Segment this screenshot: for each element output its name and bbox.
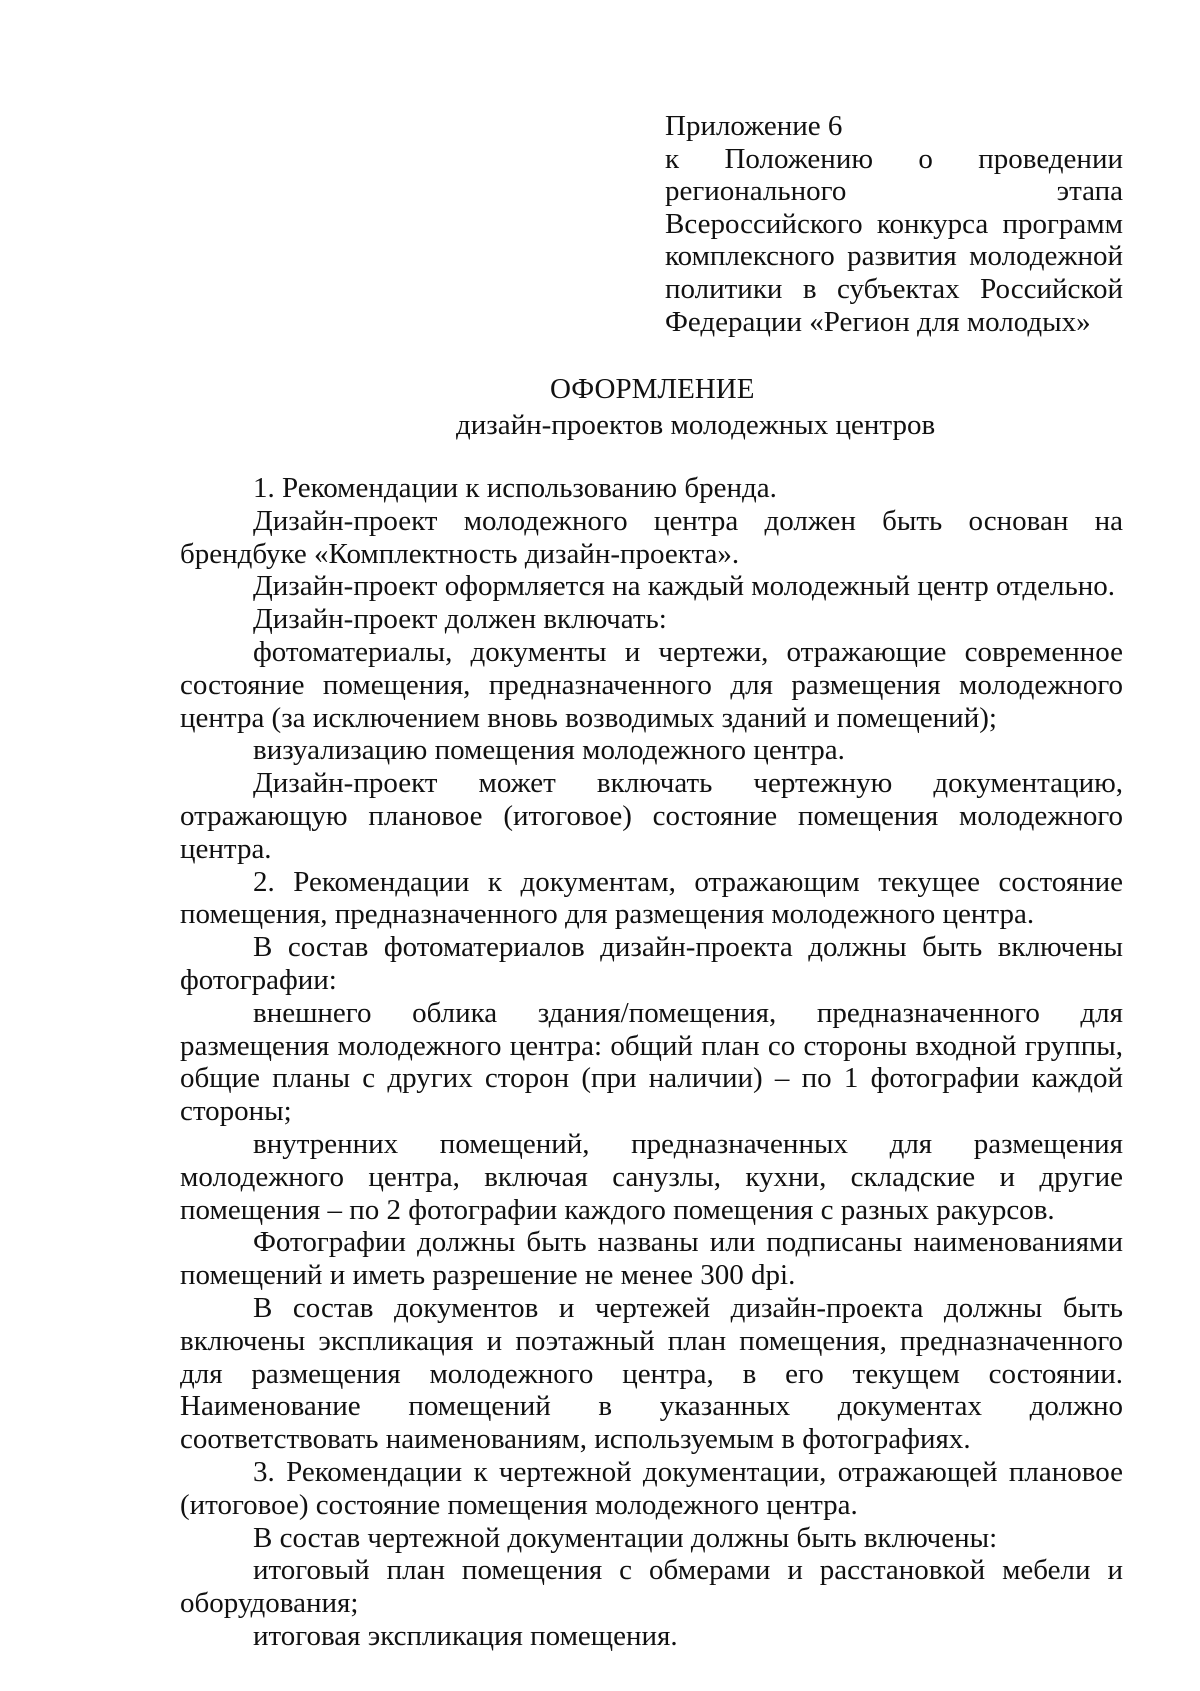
paragraph-section-2-heading: 2. Рекомендации к документам, отражающим текущее состояние помещения, предназначенного для размещения молодежного центра. xyxy=(180,865,1123,931)
paragraph: внешнего облика здания/помещения, предназначенного для размещения молодежного центра: общий план со стороны входной группы, общие планы с других сторон (при наличии) – по 1 фотографии каждой стороны; xyxy=(180,996,1123,1128)
paragraph: Фотографии должны быть названы или подписаны наименованиями помещений и иметь разрешение не менее 300 dpi. xyxy=(180,1226,1123,1292)
appendix-reference: к Положению о проведении регионального этапа Всероссийского конкурса программ комплексного развития молодежной политики в субъектах Российской Федерации «Регион для молодых» xyxy=(665,142,1123,338)
paragraph: Дизайн-проект оформляется на каждый молодежный центр отдельно. xyxy=(253,570,1116,603)
paragraph: Дизайн-проект молодежного центра должен быть основан на брендбуке «Комплектность дизайн-проекта». xyxy=(180,504,1123,570)
appendix-label: Приложение 6 xyxy=(665,110,843,142)
paragraph-section-3-heading: 3. Рекомендации к чертежной документации, отражающей плановое (итоговое) состояние помещения молодежного центра. xyxy=(180,1455,1123,1521)
paragraph: Дизайн-проект должен включать: xyxy=(253,603,667,636)
paragraph-section-1-heading: 1. Рекомендации к использованию бренда. xyxy=(253,472,777,504)
paragraph: В состав чертежной документации должны быть включены: xyxy=(253,1521,998,1554)
paragraph: внутренних помещений, предназначенных для размещения молодежного центра, включая санузлы, кухни, складские и другие помещения – по 2 фотографии каждого помещения с разных ракурсов. xyxy=(180,1127,1123,1226)
document-title xyxy=(180,372,1123,442)
document-body xyxy=(180,472,1123,1653)
paragraph: итоговая экспликация помещения. xyxy=(253,1619,678,1652)
paragraph: фотоматериалы, документы и чертежи, отражающие современное состояние помещения, предназначенного для размещения молодежного центра (за исключением вновь возводимых зданий и помещений); xyxy=(180,635,1123,734)
paragraph: Дизайн-проект может включать чертежную документацию, отражающую плановое (итоговое) состояние помещения молодежного центра. xyxy=(180,767,1123,865)
paragraph: итоговый план помещения с обмерами и расстановкой мебели и оборудования; xyxy=(180,1554,1123,1620)
title-main: ОФОРМЛЕНИЕ xyxy=(550,373,755,405)
appendix-header xyxy=(665,110,1123,338)
paragraph: В состав фотоматериалов дизайн-проекта должны быть включены фотографии: xyxy=(180,931,1123,996)
paragraph: В состав документов и чертежей дизайн-проекта должны быть включены экспликация и поэтажный план помещения, предназначенного для размещения молодежного центра, в его текущем состоянии. Наименование помещений в указанных документах должно соответствовать наименованиям, используемым в фотографиях. xyxy=(180,1291,1123,1456)
paragraph: визуализацию помещения молодежного центра. xyxy=(253,734,845,767)
title-subtitle: дизайн-проектов молодежных центров xyxy=(456,409,936,441)
